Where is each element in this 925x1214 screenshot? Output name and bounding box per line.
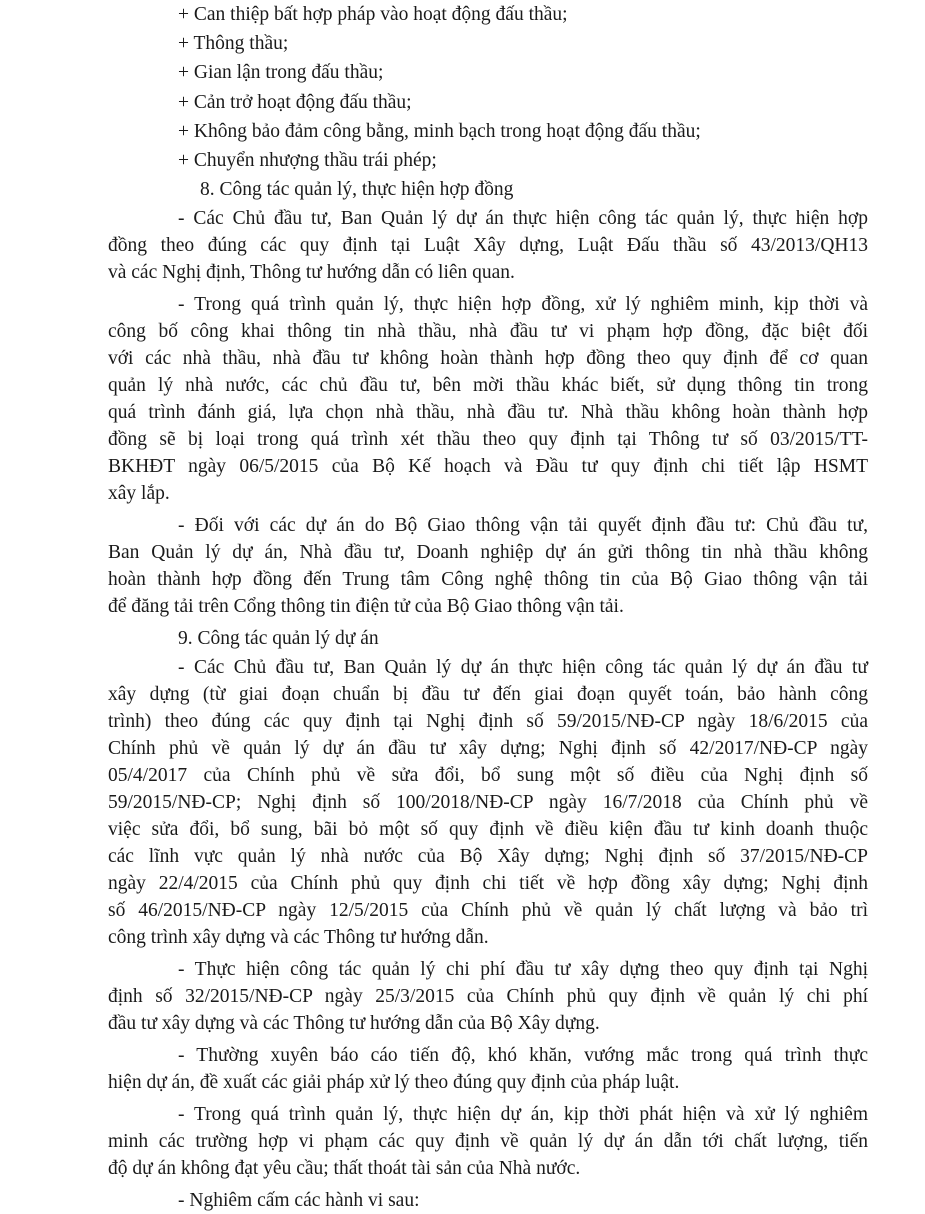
paragraph-line: Ban Quản lý dự án, Nhà đầu tư, Doanh nghiệp dự án gửi thông tin nhà thầu không (108, 542, 868, 563)
paragraph-line: để đăng tải trên Cổng thông tin điện tử của Bộ Giao thông vận tải. (108, 596, 624, 617)
bullet-illegal-transfer: + Chuyển nhượng thầu trái phép; (178, 150, 437, 171)
paragraph-line: đồng sẽ bị loại trong quá trình xét thầu theo quy định tại Thông tư số 03/2015/TT- (108, 429, 868, 450)
paragraph-line: 05/4/2017 của Chính phủ về sửa đổi, bổ sung một số điều của Nghị định số (108, 765, 868, 786)
paragraph-line: đồng theo đúng các quy định tại Luật Xây dựng, Luật Đấu thầu số 43/2013/QH13 (108, 235, 868, 256)
section-9-heading: 9. Công tác quản lý dự án (178, 628, 379, 649)
bullet-collusion: + Thông thầu; (178, 33, 289, 54)
paragraph-line: - Trong quá trình quản lý, thực hiện hợp đồng, xử lý nghiêm minh, kịp thời và (178, 294, 868, 315)
bullet-illegal-intervention: + Can thiệp bất hợp pháp vào hoạt động đấu thầu; (178, 4, 568, 25)
paragraph-line: độ dự án không đạt yêu cầu; thất thoát tài sản của Nhà nước. (108, 1158, 581, 1179)
prohibited-acts-heading: - Nghiêm cấm các hành vi sau: (178, 1190, 420, 1211)
paragraph-line: minh các trường hợp vi phạm các quy định về quản lý dự án dẫn tới chất lượng, tiến (108, 1131, 868, 1152)
bullet-fairness: + Không bảo đảm công bằng, minh bạch trong hoạt động đấu thầu; (178, 121, 701, 142)
paragraph-line: số 46/2015/NĐ-CP ngày 12/5/2015 của Chính phủ về quản lý chất lượng và bảo trì (108, 900, 868, 921)
paragraph-line: xây dựng (từ giai đoạn chuẩn bị đầu tư đến giai đoạn quyết toán, bảo hành công (108, 684, 868, 705)
paragraph-line: việc sửa đổi, bổ sung, bãi bỏ một số quy định về điều kiện đầu tư kinh doanh thuộc (108, 819, 868, 840)
section-8-heading: 8. Công tác quản lý, thực hiện hợp đồng (200, 179, 514, 200)
paragraph-line: - Các Chủ đầu tư, Ban Quản lý dự án thực hiện công tác quản lý, thực hiện hợp (178, 208, 868, 229)
paragraph-line: ngày 22/4/2015 của Chính phủ quy định chi tiết về hợp đồng xây dựng; Nghị định (108, 873, 868, 894)
paragraph-line: và các Nghị định, Thông tư hướng dẫn có liên quan. (108, 262, 515, 283)
paragraph-line: với các nhà thầu, nhà đầu tư không hoàn thành hợp đồng theo quy định để cơ quan (108, 348, 868, 369)
bullet-fraud: + Gian lận trong đấu thầu; (178, 62, 384, 83)
paragraph-line: hiện dự án, đề xuất các giải pháp xử lý theo đúng quy định của pháp luật. (108, 1072, 680, 1093)
paragraph-line: BKHĐT ngày 06/5/2015 của Bộ Kế hoạch và Đầu tư quy định chi tiết lập HSMT (108, 456, 868, 477)
paragraph-line: - Thực hiện công tác quản lý chi phí đầu tư xây dựng theo quy định tại Nghị (178, 959, 868, 980)
paragraph-line: quản lý nhà nước, các chủ đầu tư, bên mời thầu khác biết, sử dụng thông tin trong (108, 375, 868, 396)
paragraph-line: - Trong quá trình quản lý, thực hiện dự án, kịp thời phát hiện và xử lý nghiêm (178, 1104, 868, 1125)
paragraph-line: các lĩnh vực quản lý nhà nước của Bộ Xây dựng; Nghị định số 37/2015/NĐ-CP (108, 846, 868, 867)
paragraph-line: hoàn thành hợp đồng đến Trung tâm Công nghệ thông tin của Bộ Giao thông vận tải (108, 569, 868, 590)
paragraph-line: - Các Chủ đầu tư, Ban Quản lý dự án thực hiện công tác quản lý dự án đầu tư (178, 657, 868, 678)
paragraph-line: Chính phủ về quản lý dự án đầu tư xây dựng; Nghị định số 42/2017/NĐ-CP ngày (108, 738, 868, 759)
paragraph-line: trình) theo đúng các quy định tại Nghị định số 59/2015/NĐ-CP ngày 18/6/2015 của (108, 711, 868, 732)
paragraph-line: xây lắp. (108, 483, 170, 504)
paragraph-line: công bố công khai thông tin nhà thầu, nhà đầu tư vi phạm hợp đồng, đặc biệt đối (108, 321, 868, 342)
paragraph-line: công trình xây dựng và các Thông tư hướng dẫn. (108, 927, 489, 948)
paragraph-line: - Đối với các dự án do Bộ Giao thông vận tải quyết định đầu tư: Chủ đầu tư, (178, 515, 868, 536)
bullet-obstruction: + Cản trở hoạt động đấu thầu; (178, 92, 412, 113)
paragraph-line: định số 32/2015/NĐ-CP ngày 25/3/2015 của Chính phủ quy định về quản lý chi phí (108, 986, 868, 1007)
paragraph-line: đầu tư xây dựng và các Thông tư hướng dẫn của Bộ Xây dựng. (108, 1013, 600, 1034)
paragraph-line: 59/2015/NĐ-CP; Nghị định số 100/2018/NĐ-CP ngày 16/7/2018 của Chính phủ về (108, 792, 868, 813)
paragraph-line: - Thường xuyên báo cáo tiến độ, khó khăn, vướng mắc trong quá trình thực (178, 1045, 868, 1066)
paragraph-line: quá trình đánh giá, lựa chọn nhà thầu, nhà đầu tư. Nhà thầu không hoàn thành hợp (108, 402, 868, 423)
